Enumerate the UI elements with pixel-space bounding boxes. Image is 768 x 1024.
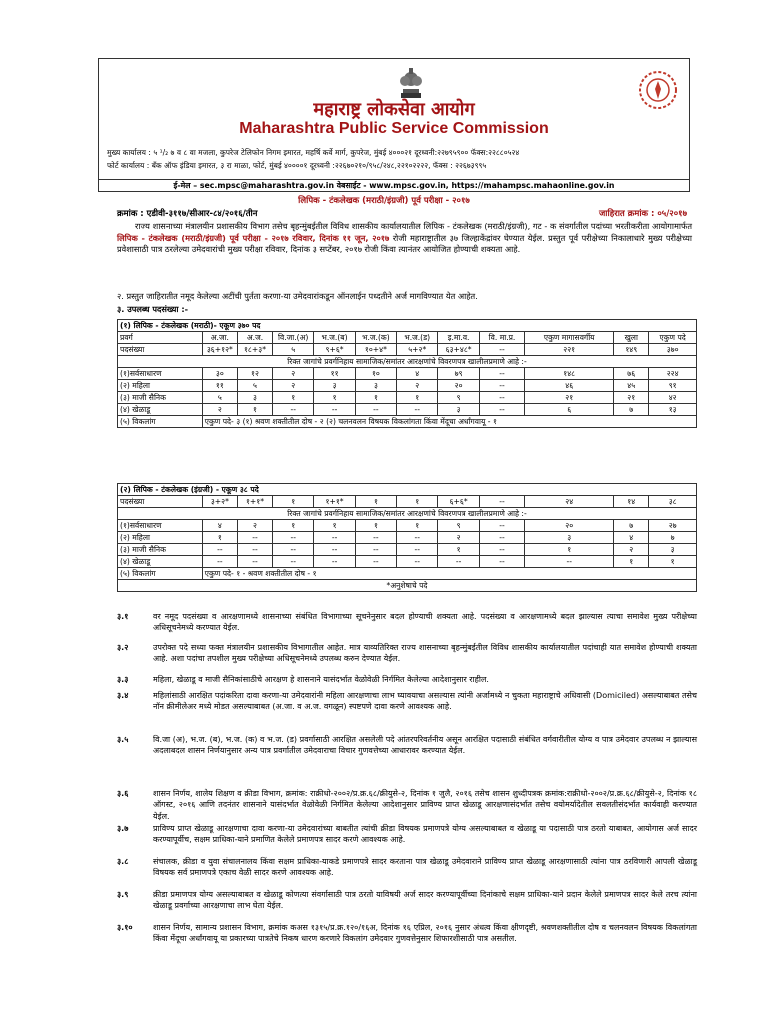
row-label: (२) महिला bbox=[118, 532, 203, 544]
main-office-address: मुख्य कार्यालय : ५ ¹/₂ ७ व ८ वा मजला, कुपरेज टेलिफोन निगम इमारत, महर्षि कर्वे मार्ग, कुपरेज, मुंबई ४०००२१ दूरध्वनी:२२७९५९०० फॅक्स:२२८८०५२४ bbox=[107, 148, 520, 157]
rule-number: ३.८ bbox=[117, 857, 129, 866]
rule-number: ३.५ bbox=[117, 735, 129, 744]
rule-text: उपरोक्त पदे सध्या फक्त मंत्रालयीन प्रशासकीय विभागातील आहेत. मात्र याव्यतिरिक्त राज्य शासनाच्या बृहन्मुंबईतील विविध शासकीय कार्यालयातील पदांचाही यात समावेश होण्याची शक्यता आहे. अशा पदांचा तपशील मुख्य परीक्षेच्या अधिसूचनेमध्ये उपलब्ध करुन देण्यात येईल. bbox=[153, 643, 697, 664]
row-label: (५) विकलांग bbox=[118, 568, 203, 580]
table-cell: १४८ bbox=[525, 368, 614, 380]
table-cell: -- bbox=[479, 544, 524, 556]
table-cell: -- bbox=[237, 544, 272, 556]
table-cell: -- bbox=[314, 556, 355, 568]
intro-text-b: रोजी महाराष्ट्रातील ३७ जिल्हाकेंद्रांवर घेण्यात येईल. प्रस्तुत पूर्व परीक्षेच्या निकालाधारे मुख्य परीक्षेच्या प्रवेशासाठी पात्र ठरलेल्या उमेदवारांची मुख्य परीक्षा रविवार, दिनांक ३ सप्टेंबर, २०१७ रोजी किंवा त्यानंतर आयोजित होण्याची शक्यता आहे. bbox=[117, 232, 692, 255]
table-cell: ५ bbox=[273, 344, 314, 356]
rule-number: ३.९ bbox=[117, 890, 129, 899]
row-label: पदसंख्या bbox=[118, 344, 203, 356]
table-title-row bbox=[118, 320, 697, 332]
table-cell: -- bbox=[479, 380, 524, 392]
table-row bbox=[118, 404, 697, 416]
table-cell: १ bbox=[649, 556, 697, 568]
intro-text-a: राज्य शासनाच्या मंत्रालयीन प्रशासकीय विभाग तसेच बृहन्मुंबईतील विविध शासकीय कार्यालयातील लिपिक - टंकलेखक (मराठी/इंग्रजी), गट - क संवर्गातील पदांच्या भरतीकरीता आयोगामार्फत bbox=[135, 221, 692, 231]
table-cell: २ bbox=[273, 380, 314, 392]
rule-text: महिला, खेळाडू व माजी सैनिकांसाठीचे आरक्षण हे शासनाने यासंदर्भात वेळोवेळी निर्गमित केलेल्या आदेशानुसार राहील. bbox=[153, 675, 489, 684]
table-cell: -- bbox=[355, 544, 396, 556]
table-cell: १ bbox=[355, 496, 396, 508]
row-label: (१)सर्वसाधारण bbox=[118, 368, 203, 380]
table-row bbox=[118, 532, 697, 544]
table-cell: -- bbox=[237, 556, 272, 568]
column-header: भ.ज.(ड) bbox=[397, 332, 438, 344]
row-label: (१)सर्वसाधारण bbox=[118, 520, 203, 532]
column-header: वि.जा.(अ) bbox=[273, 332, 314, 344]
paragraph-3: ३. उपलब्ध पदसंख्या :- bbox=[117, 304, 189, 314]
table-cell: -- bbox=[273, 404, 314, 416]
table-count-row bbox=[118, 344, 697, 356]
row-label: पदसंख्या bbox=[118, 496, 203, 508]
table-cell: -- bbox=[479, 496, 524, 508]
english-posts-table bbox=[117, 483, 697, 592]
row-label: (४) खेळाडू bbox=[118, 404, 203, 416]
table-cell: -- bbox=[314, 544, 355, 556]
table-cell: ४ bbox=[614, 532, 649, 544]
table-cell: ४५ bbox=[614, 380, 649, 392]
column-header: अ.ज. bbox=[237, 332, 272, 344]
table-cell: १ bbox=[202, 532, 237, 544]
rule-number: ३.१० bbox=[117, 923, 133, 932]
table-cell: १ bbox=[314, 520, 355, 532]
table-cell: -- bbox=[314, 404, 355, 416]
table-cell: ३ bbox=[649, 544, 697, 556]
table-cell: ३८ bbox=[649, 496, 697, 508]
table-cell: -- bbox=[479, 520, 524, 532]
table-cell: १ bbox=[614, 556, 649, 568]
table-cell: ३ bbox=[355, 380, 396, 392]
table-row bbox=[118, 380, 697, 392]
table-row bbox=[118, 556, 697, 568]
table-cell: -- bbox=[397, 544, 438, 556]
table-cell: ११ bbox=[202, 380, 237, 392]
table-cell: ६३+४८* bbox=[438, 344, 479, 356]
table-cell: २ bbox=[202, 404, 237, 416]
table-cell: १+१* bbox=[237, 496, 272, 508]
table-cell: -- bbox=[397, 556, 438, 568]
disabled-details: एकुण पदे- १ - श्रवण शक्तीतील दोष - १ bbox=[202, 568, 696, 580]
table-cell: १२ bbox=[237, 368, 272, 380]
table-cell: ३० bbox=[202, 368, 237, 380]
table-cell: १० bbox=[355, 368, 396, 380]
table-cell: २७ bbox=[649, 520, 697, 532]
table-cell: ११ bbox=[314, 368, 355, 380]
table-cell: -- bbox=[438, 556, 479, 568]
table-cell: १ bbox=[273, 520, 314, 532]
table-cell: ३ bbox=[314, 380, 355, 392]
table-cell: ५ bbox=[237, 380, 272, 392]
table-cell: ३ bbox=[525, 532, 614, 544]
column-header: खुला bbox=[614, 332, 649, 344]
intro-paragraph bbox=[117, 221, 692, 256]
table-cell: -- bbox=[355, 556, 396, 568]
table-cell: २० bbox=[438, 380, 479, 392]
table-cell: ५ bbox=[202, 392, 237, 404]
table-cell: -- bbox=[202, 544, 237, 556]
table-cell: ७ bbox=[649, 532, 697, 544]
table-cell: २२१ bbox=[525, 344, 614, 356]
table-cell: ६+६* bbox=[438, 496, 479, 508]
row-label: (५) विकलांग bbox=[118, 416, 203, 428]
table-count-row bbox=[118, 496, 697, 508]
table-cell: १४९ bbox=[614, 344, 649, 356]
table-cell: -- bbox=[355, 532, 396, 544]
table-cell: १३ bbox=[649, 404, 697, 416]
table-title: (२) लिपिक - टंकलेखक (इंग्रजी) - एकूण ३८ पदे bbox=[118, 484, 697, 496]
rule-text: शासन निर्णय, सामान्य प्रशासन विभाग, क्रमांक कअस १३१५/प्र.क्र.१२०/१६अ, दिनांक १६ एप्रिल, २०१६ नुसार अंधत्व किंवा क्षीणदृष्टी, श्रवणशक्तीतील दोष व चलनवलन विषयक विकलांगता किंवा मेंदूचा अर्धांगवायू या प्रकारच्या पात्रतेचे निकष धारण करणारे विकलांग उमेदवार गुणवत्तेनुसार शिफारशीसाठी पात्र असतील. bbox=[153, 923, 697, 944]
table-row bbox=[118, 368, 697, 380]
table-row bbox=[118, 544, 697, 556]
table-row bbox=[118, 520, 697, 532]
table-cell: -- bbox=[273, 544, 314, 556]
table-cell: २ bbox=[614, 544, 649, 556]
table-cell: ३७० bbox=[649, 344, 697, 356]
table-cell: ९ bbox=[438, 520, 479, 532]
rule-text: वर नमूद पदसंख्या व आरक्षणामध्ये शासनाच्या संबंधित विभागाच्या सूचनेनुसार बदल होण्याची शक्यता आहे. पदसंख्या व आरक्षणामध्ये बदल झाल्यास त्याचा समावेश मुख्य परीक्षेच्या अधिसूचनेमध्ये करण्यात येईल. bbox=[153, 612, 697, 633]
rule-text: प्राविण्य प्राप्त खेळाडू आरक्षणाचा दावा करणा-या उमेदवारांच्या बाबतीत त्यांची क्रीडा विषयक प्रमाणपत्रे योग्य असल्याबाबत व खेळाडू या पदासाठी पात्र ठरतो याबाबत, आयोगास अर्ज सादर करण्यापूर्वीच, सक्षम प्राधिका-याने प्रमाणित केलेले प्रमाणपत्र सादर करणे आवश्यक आहे. bbox=[153, 824, 697, 845]
table-cell: २१ bbox=[614, 392, 649, 404]
table-cell: २ bbox=[397, 380, 438, 392]
table-cell: २ bbox=[273, 368, 314, 380]
table-cell: १८+३* bbox=[237, 344, 272, 356]
intro-text-highlight: लिपिक - टंकलेखक (मराठी/इंग्रजी) पूर्व परीक्षा - २०१७ रविवार, दिनांक ११ जून, २०१७ bbox=[117, 232, 390, 243]
table-cell: ४ bbox=[202, 520, 237, 532]
table-cell: -- bbox=[397, 532, 438, 544]
table-cell: १ bbox=[397, 520, 438, 532]
table-header-row bbox=[118, 332, 697, 344]
table-cell: ५+२* bbox=[397, 344, 438, 356]
table-cell: ९+६* bbox=[314, 344, 355, 356]
table-cell: ९ bbox=[438, 392, 479, 404]
table-cell: -- bbox=[273, 556, 314, 568]
table-cell: १ bbox=[438, 544, 479, 556]
table-cell: -- bbox=[479, 392, 524, 404]
rule-text: संचालक, क्रीडा व युवा संचालनालय किंवा सक्षम प्राधिका-याकडे प्रमाणपत्रे सादर करताना पात्र खेळाडू उमेदवाराने प्राविण्य प्राप्त खेळाडू आरक्षणासाठी त्यांना पात्र ठरविणारी आपली खेळाडू विषयक सर्व प्रमाणपत्रे एकाच वेळी सादर करणे आवश्यक आहे. bbox=[153, 857, 697, 878]
row-label: (२) महिला bbox=[118, 380, 203, 392]
table-cell: १+१* bbox=[314, 496, 355, 508]
table-cell: -- bbox=[479, 532, 524, 544]
column-header: वि. मा.प्र. bbox=[479, 332, 524, 344]
marathi-posts-table bbox=[117, 319, 697, 428]
table-cell: ७ bbox=[614, 404, 649, 416]
table-cell: १ bbox=[397, 392, 438, 404]
table-cell: १ bbox=[525, 544, 614, 556]
rule-number: ३.१ bbox=[117, 612, 129, 621]
table-cell: ७ bbox=[614, 520, 649, 532]
rule-number: ३.३ bbox=[117, 675, 129, 684]
exam-title: लिपिक - टंकलेखक (मराठी/इंग्रजी) पूर्व परीक्षा - २०१७ bbox=[298, 196, 470, 206]
row-label: (३) माजी सैनिक bbox=[118, 392, 203, 404]
table-cell: -- bbox=[479, 556, 524, 568]
table-cell: १ bbox=[355, 520, 396, 532]
table-cell: -- bbox=[479, 344, 524, 356]
table-cell: ४ bbox=[397, 368, 438, 380]
rule-number: ३.६ bbox=[117, 789, 129, 798]
reservation-note: रिक्त जागांचे प्रवर्गनिहाय सामाजिक/समांतर आरक्षणांचे विवरणपत्र खालीलप्रमाणे आहे :- bbox=[118, 356, 697, 368]
table-cell: ७९ bbox=[438, 368, 479, 380]
column-header: भ.ज.(क) bbox=[355, 332, 396, 344]
rule-text: शासन निर्णय, शालेय शिक्षण व क्रीडा विभाग, क्रमांक: राक्रीधो-२००२/प्र.क्र.६८/क्रीयुसे-२, दिनांक १ जुलै, २०१६ तसेच शासन शुध्दीपत्रक क्रमांक:राक्रीधो-२००२/प्र.क्र.६८/क्रीयुसे-२, दिनांक १८ ऑगस्ट, २०१६ आणि तदनंतर शासनाने यासंदर्भात वेळोवेळी निर्गमित केलेल्या आदेशानुसार प्राविण्य प्राप्त खेळाडू आरक्षणासंदर्भात तसेच वयोमर्यादेतील सवलतीसंदर्भात कार्यवाही करण्यात येईल. bbox=[153, 789, 697, 821]
table-cell: १ bbox=[397, 496, 438, 508]
letterhead bbox=[98, 58, 690, 192]
table-cell: ९१ bbox=[649, 380, 697, 392]
state-emblem-icon bbox=[397, 65, 425, 101]
table-cell: २१ bbox=[525, 392, 614, 404]
reservation-note: रिक्त जागांचे प्रवर्गनिहाय सामाजिक/समांतर आरक्षणांचे विवरणपत्र खालीलप्रमाणे आहे :- bbox=[118, 508, 697, 520]
table-cell: -- bbox=[237, 532, 272, 544]
table-cell: ३+२* bbox=[202, 496, 237, 508]
column-header: प्रवर्ग bbox=[118, 332, 203, 344]
table-cell: -- bbox=[525, 556, 614, 568]
column-header: इ.मा.व. bbox=[438, 332, 479, 344]
table-disabled-row bbox=[118, 416, 697, 428]
table-cell: -- bbox=[479, 368, 524, 380]
rule-number: ३.४ bbox=[117, 691, 129, 700]
table-cell: २४ bbox=[525, 496, 614, 508]
table-cell: ७६ bbox=[614, 368, 649, 380]
table-cell: १ bbox=[314, 392, 355, 404]
table-cell: ३ bbox=[438, 404, 479, 416]
fort-office-address: फोर्ट कार्यालय : बँक ऑफ इंडिया इमारत, ३ रा माळा, फोर्ट, मुंबई ४००००१ दूरध्वनी :२२६७०२१०/९५८/२४८,२२१०२२२२, फॅक्स : २२६७३९९५ bbox=[107, 161, 487, 170]
table-title: (१) लिपिक - टंकलेखक (मराठी)- एकूण ३७० पद bbox=[118, 320, 697, 332]
table-cell: ३ bbox=[237, 392, 272, 404]
table-cell: २ bbox=[237, 520, 272, 532]
table-note-row bbox=[118, 508, 697, 520]
table-cell: १४ bbox=[614, 496, 649, 508]
table-cell: २ bbox=[438, 532, 479, 544]
table-cell: १ bbox=[355, 392, 396, 404]
rule-number: ३.२ bbox=[117, 643, 129, 652]
org-name-marathi: महाराष्ट्र लोकसेवा आयोग bbox=[313, 99, 475, 120]
column-header: एकुण पदे bbox=[649, 332, 697, 344]
table-cell: १ bbox=[273, 496, 314, 508]
table-cell: -- bbox=[273, 532, 314, 544]
column-header: भ.ज.(ब) bbox=[314, 332, 355, 344]
rule-number: ३.७ bbox=[117, 824, 129, 833]
rule-text: क्रीडा प्रमाणपत्र योग्य असल्याबाबत व खेळाडू कोणत्या संवर्गासाठी पात्र ठरतो याविषयी अर्ज सादर करण्यापूर्वीच्या दिनांकाचे सक्षम प्राधिका-याने प्रदान केलेले प्रमाणपत्र सादर केले तरच त्यांना खेळाडू प्रवर्गाच्या आरक्षणाचा लाभ घेता येईल. bbox=[153, 890, 697, 911]
reference-number: क्रमांक : एडीवी-३११७/सीआर-८४/२०१६/तीन bbox=[117, 209, 258, 219]
contact-line: ई-मेल – sec.mpsc@maharashtra.gov.in वेबसाईट - www.mpsc.gov.in, https://mahampsc.mahaonline.gov.in bbox=[99, 179, 689, 192]
column-header: अ.जा. bbox=[202, 332, 237, 344]
rule-text: वि.जा (अ), भ.ज. (ब), भ.ज. (क) व भ.ज. (ड) प्रवर्गासाठी आरक्षित असलेली पदे आंतरपरिवर्तनीय असून आरक्षित पदासाठी संबंधित वर्गवारीतील योग्य व पात्र उमेदवार उपलब्ध न झाल्यास अदलाबदल शासन निर्णयानुसार अन्य पात्र प्रवर्गातील उमेदवाराचा विचार गुणवत्तेच्या आधारावर करण्यात येईल. bbox=[153, 735, 697, 756]
table-cell: ३६+१२* bbox=[202, 344, 237, 356]
table-cell: १०+४* bbox=[355, 344, 396, 356]
table-cell: ६ bbox=[525, 404, 614, 416]
table-cell: -- bbox=[202, 556, 237, 568]
rule-text: महिलांसाठी आरक्षित पदांकरिता दावा करणा-या उमेदवारांनी महिला आरक्षणाचा लाभ घ्यावयाचा असल्यास त्यांनी अर्जामध्ये न चुकता महाराष्ट्राचे अधिवासी (Domiciled) असल्याबाबत तसेच नॉन क्रीमीलेअर मध्ये मोडत असल्याबाबत (अ.जा. व अ.ज. वगळून) स्पष्टपणे दावा करणे आवश्यक आहे. bbox=[153, 691, 697, 712]
advertisement-number: जाहिरात क्रमांक : ०५/२०१७ bbox=[599, 209, 687, 219]
table-cell: ४२ bbox=[649, 392, 697, 404]
table-footnote-row bbox=[118, 580, 697, 592]
reference-line bbox=[117, 208, 687, 219]
table-cell: २२४ bbox=[649, 368, 697, 380]
backlog-footnote: *अनुशेषाचे पदे bbox=[118, 580, 697, 592]
table-row bbox=[118, 392, 697, 404]
table-cell: २० bbox=[525, 520, 614, 532]
table-cell: १ bbox=[273, 392, 314, 404]
table-cell: -- bbox=[397, 404, 438, 416]
table-cell: -- bbox=[479, 404, 524, 416]
table-cell: -- bbox=[355, 404, 396, 416]
table-disabled-row bbox=[118, 568, 697, 580]
table-cell: ४६ bbox=[525, 380, 614, 392]
row-label: (४) खेळाडू bbox=[118, 556, 203, 568]
column-header: एकुण मागासवर्गीय bbox=[525, 332, 614, 344]
disabled-details: एकुण पदे- ३ (१) श्रवण शक्तीतील दोष - २ (२) चलनवलन विषयक विकलांगता किंवा मेंदूचा अर्धांगवायू - १ bbox=[202, 416, 696, 428]
row-label: (३) माजी सैनिक bbox=[118, 544, 203, 556]
org-name-english: Maharashtra Public Service Commission bbox=[239, 120, 549, 137]
paragraph-2: २. प्रस्तुत जाहिरातीत नमूद केलेल्या अटींची पुर्तता करणा-या उमेदवारांकडून ऑनलाईन पध्दतीने अर्ज मागविण्यात येत आहेत. bbox=[117, 291, 478, 301]
table-cell: -- bbox=[314, 532, 355, 544]
table-note-row bbox=[118, 356, 697, 368]
table-cell: १ bbox=[237, 404, 272, 416]
table-title-row bbox=[118, 484, 697, 496]
